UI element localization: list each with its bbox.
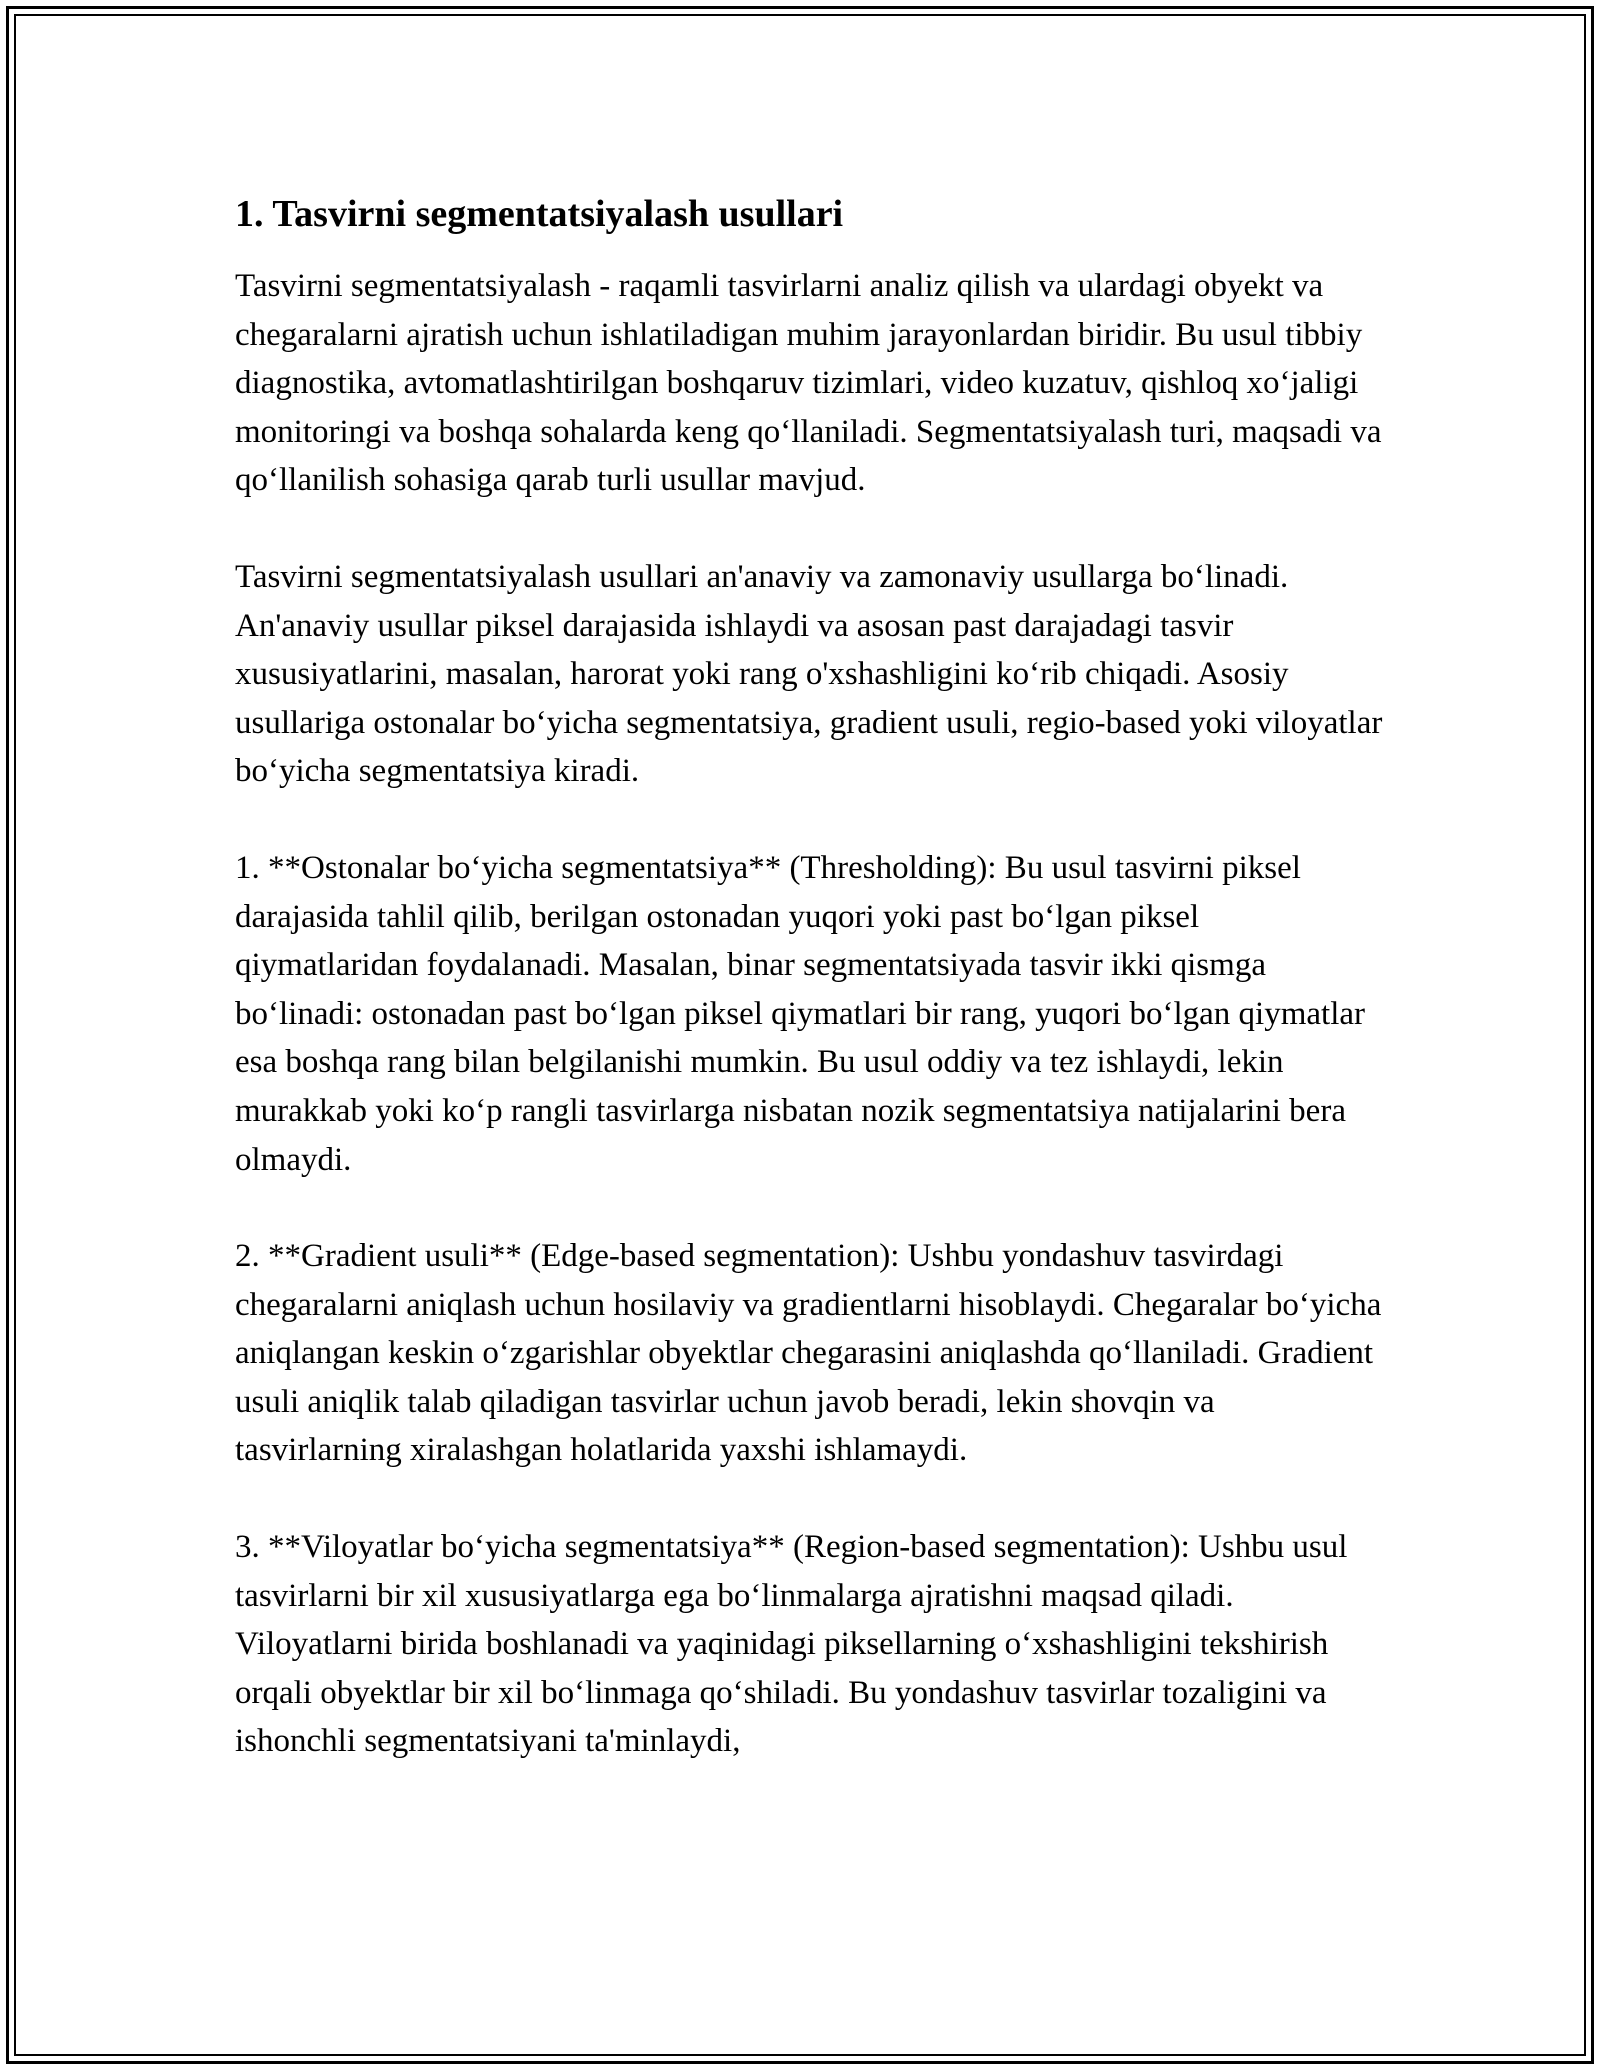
paragraph-intro: Tasvirni segmentatsiyalash - raqamli tasvirlarni analiz qilish va ulardagi obyekt va chegaralarni ajratish uchun ishlatiladigan muhim jarayonlardan biridir. Bu usul tibbiy diagnostika, avtomatlashtirilgan boshqaruv tizimlari, video kuzatuv, qishloq xo‘jaligi monitoringi va boshqa sohalarda keng qo‘llaniladi. Segmentatsiyalash turi, maqsadi va qo‘llanilish sohasiga qarab turli usullar mavjud. bbox=[235, 268, 1382, 499]
paragraph-region-based: 3. **Viloyatlar bo‘yicha segmentatsiya** (Region-based segmentation): Ushbu usul tasvirlarni bir xil xususiyatlarga ega bo‘linmalarga ajratishni maqsad qiladi. Viloyatlarni birida boshlanadi va yaqinidagi piksellarning o‘xshashligini tekshirish orqali obyektlar bir xil bo‘linmaga qo‘shiladi. Bu yondashuv tasvirlar tozaligini va ishonchli segmentatsiyani ta'minlaydi, bbox=[235, 1529, 1348, 1760]
paragraph-gradient: 2. **Gradient usuli** (Edge-based segmentation): Ushbu yondashuv tasvirdagi chegaralarni aniqlash uchun hosilaviy va gradientlarni hisoblaydi. Chegaralar bo‘yicha aniqlangan keskin o‘zgarishlar obyektlar chegarasini aniqlashda qo‘llaniladi. Gradient usuli aniqlik talab qiladigan tasvirlar uchun javob beradi, lekin shovqin va tasvirlarning xiralashgan holatlarida yaxshi ishlamaydi. bbox=[235, 1238, 1382, 1469]
paragraph-thresholding: 1. **Ostonalar bo‘yicha segmentatsiya** (Thresholding): Bu usul tasvirni piksel darajasida tahlil qilib, berilgan ostonadan yuqori yoki past bo‘lgan piksel qiymatlaridan foydalanadi. Masalan, binar segmentatsiyada tasvir ikki qismga bo‘linadi: ostonadan past bo‘lgan piksel qiymatlari bir rang, yuqori bo‘lgan qiymatlar esa boshqa rang bilan belgilanishi mumkin. Bu usul oddiy va tez ishlaydi, lekin murakkab yoki ko‘p rangli tasvirlarga nisbatan nozik segmentatsiya natijalarini bera olmaydi. bbox=[235, 849, 1365, 1178]
section-heading: 1. Tasvirni segmentatsiyalash usullari bbox=[235, 193, 844, 235]
document-content bbox=[235, 188, 1385, 1766]
paragraph-methods-overview: Tasvirni segmentatsiyalash usullari an'anaviy va zamonaviy usullarga bo‘linadi. An'anaviy usullar piksel darajasida ishlaydi va asosan past darajadagi tasvir xususiyatlarini, masalan, harorat yoki rang o'xshashligini ko‘rib chiqadi. Asosiy usullariga ostonalar bo‘yicha segmentatsiya, gradient usuli, regio-based yoki viloyatlar bo‘yicha segmentatsiya kiradi. bbox=[235, 558, 1383, 790]
